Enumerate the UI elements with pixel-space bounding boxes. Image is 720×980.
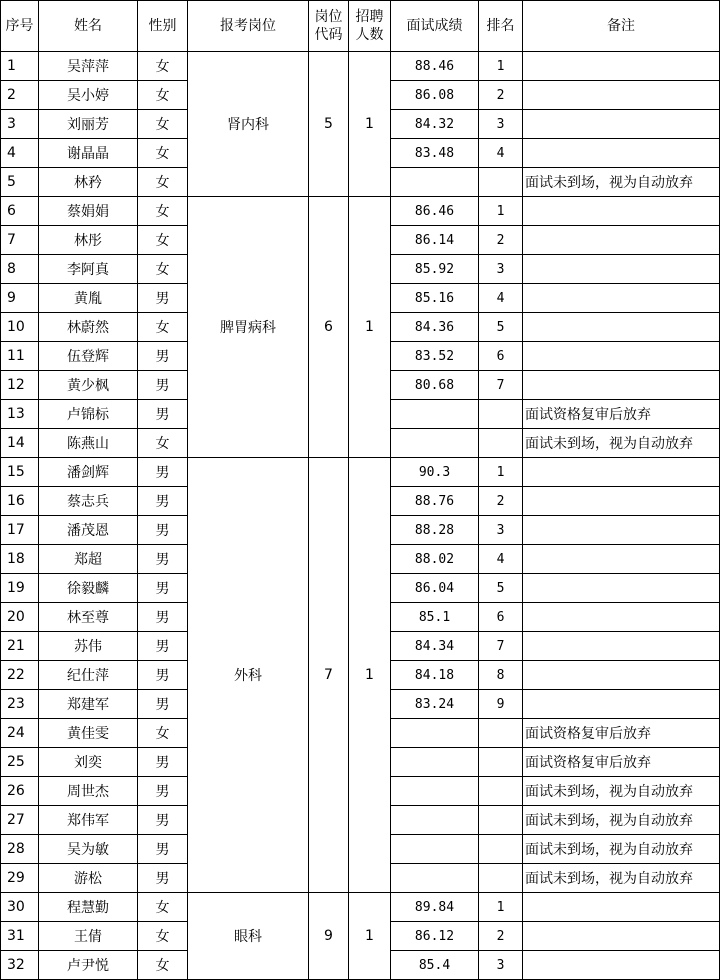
gender-cell: 男 [138, 516, 188, 545]
note-cell [523, 197, 720, 226]
name-cell: 郑建军 [39, 690, 138, 719]
rank-cell: 4 [479, 545, 523, 574]
seq-cell: 15 [1, 458, 39, 487]
score-cell: 88.02 [391, 545, 479, 574]
name-cell: 吴萍萍 [39, 52, 138, 81]
rank-cell [479, 168, 523, 197]
name-cell: 吴为敏 [39, 835, 138, 864]
score-cell: 85.4 [391, 951, 479, 980]
note-cell [523, 458, 720, 487]
gender-cell: 男 [138, 284, 188, 313]
name-cell: 卢尹悦 [39, 951, 138, 980]
position-cell: 眼科 [188, 893, 309, 980]
rank-cell [479, 777, 523, 806]
gender-cell: 女 [138, 52, 188, 81]
note-cell [523, 951, 720, 980]
quota-cell: 1 [349, 893, 391, 980]
seq-cell: 24 [1, 719, 39, 748]
rank-cell [479, 429, 523, 458]
seq-cell: 7 [1, 226, 39, 255]
rank-cell: 2 [479, 922, 523, 951]
score-cell: 86.12 [391, 922, 479, 951]
score-cell [391, 400, 479, 429]
gender-cell: 男 [138, 371, 188, 400]
position-cell: 外科 [188, 458, 309, 893]
note-cell: 面试未到场，视为自动放弃 [523, 168, 720, 197]
score-cell: 83.48 [391, 139, 479, 168]
seq-cell: 16 [1, 487, 39, 516]
score-cell [391, 748, 479, 777]
seq-cell: 26 [1, 777, 39, 806]
gender-cell: 男 [138, 342, 188, 371]
rank-cell: 4 [479, 139, 523, 168]
rank-cell: 2 [479, 226, 523, 255]
gender-cell: 女 [138, 81, 188, 110]
note-cell [523, 893, 720, 922]
score-cell [391, 777, 479, 806]
rank-cell: 6 [479, 603, 523, 632]
gender-cell: 男 [138, 574, 188, 603]
note-cell [523, 52, 720, 81]
table-row [1, 458, 720, 487]
note-cell [523, 603, 720, 632]
rank-cell: 1 [479, 197, 523, 226]
rank-cell: 5 [479, 574, 523, 603]
gender-cell: 女 [138, 110, 188, 139]
name-cell: 纪仕萍 [39, 661, 138, 690]
note-cell: 面试未到场，视为自动放弃 [523, 429, 720, 458]
header-seq: 序号 [1, 1, 39, 52]
rank-cell: 6 [479, 342, 523, 371]
gender-cell: 男 [138, 777, 188, 806]
name-cell: 林蔚然 [39, 313, 138, 342]
rank-cell: 1 [479, 458, 523, 487]
rank-cell [479, 864, 523, 893]
seq-cell: 25 [1, 748, 39, 777]
name-cell: 郑伟军 [39, 806, 138, 835]
name-cell: 李阿真 [39, 255, 138, 284]
header-position-code: 岗位代码 [309, 1, 349, 52]
score-cell: 83.24 [391, 690, 479, 719]
position-code-cell: 9 [309, 893, 349, 980]
note-cell [523, 574, 720, 603]
table-row [1, 52, 720, 81]
gender-cell: 男 [138, 487, 188, 516]
seq-cell: 23 [1, 690, 39, 719]
score-cell: 86.46 [391, 197, 479, 226]
note-cell [523, 110, 720, 139]
header-score: 面试成绩 [391, 1, 479, 52]
note-cell [523, 342, 720, 371]
gender-cell: 女 [138, 226, 188, 255]
name-cell: 王倩 [39, 922, 138, 951]
seq-cell: 12 [1, 371, 39, 400]
score-cell: 86.14 [391, 226, 479, 255]
score-cell: 83.52 [391, 342, 479, 371]
name-cell: 苏伟 [39, 632, 138, 661]
gender-cell: 女 [138, 951, 188, 980]
seq-cell: 21 [1, 632, 39, 661]
rank-cell: 3 [479, 110, 523, 139]
score-cell: 84.36 [391, 313, 479, 342]
gender-cell: 男 [138, 690, 188, 719]
name-cell: 黄佳雯 [39, 719, 138, 748]
score-cell: 86.08 [391, 81, 479, 110]
note-cell: 面试资格复审后放弃 [523, 719, 720, 748]
seq-cell: 4 [1, 139, 39, 168]
header-note: 备注 [523, 1, 720, 52]
header-row [1, 1, 720, 52]
name-cell: 黄少枫 [39, 371, 138, 400]
seq-cell: 27 [1, 806, 39, 835]
rank-cell: 3 [479, 255, 523, 284]
rank-cell: 7 [479, 632, 523, 661]
name-cell: 林彤 [39, 226, 138, 255]
note-cell [523, 632, 720, 661]
note-cell: 面试未到场，视为自动放弃 [523, 806, 720, 835]
gender-cell: 女 [138, 139, 188, 168]
score-cell: 84.32 [391, 110, 479, 139]
header-rank: 排名 [479, 1, 523, 52]
gender-cell: 男 [138, 806, 188, 835]
seq-cell: 11 [1, 342, 39, 371]
seq-cell: 18 [1, 545, 39, 574]
gender-cell: 女 [138, 719, 188, 748]
name-cell: 周世杰 [39, 777, 138, 806]
rank-cell: 2 [479, 487, 523, 516]
header-gender: 性别 [138, 1, 188, 52]
note-cell [523, 313, 720, 342]
position-code-cell: 6 [309, 197, 349, 458]
table-row [1, 893, 720, 922]
table-body [1, 52, 720, 980]
gender-cell: 女 [138, 922, 188, 951]
score-cell [391, 806, 479, 835]
score-cell: 89.84 [391, 893, 479, 922]
seq-cell: 14 [1, 429, 39, 458]
rank-cell: 8 [479, 661, 523, 690]
gender-cell: 男 [138, 400, 188, 429]
note-cell [523, 255, 720, 284]
score-cell [391, 168, 479, 197]
rank-cell [479, 748, 523, 777]
note-cell: 面试资格复审后放弃 [523, 400, 720, 429]
note-cell [523, 487, 720, 516]
name-cell: 伍登辉 [39, 342, 138, 371]
note-cell [523, 139, 720, 168]
note-cell [523, 284, 720, 313]
name-cell: 刘奕 [39, 748, 138, 777]
score-cell: 88.76 [391, 487, 479, 516]
note-cell: 面试未到场，视为自动放弃 [523, 835, 720, 864]
rank-cell: 3 [479, 951, 523, 980]
seq-cell: 2 [1, 81, 39, 110]
score-cell: 85.1 [391, 603, 479, 632]
score-cell: 84.18 [391, 661, 479, 690]
score-cell: 84.34 [391, 632, 479, 661]
name-cell: 郑超 [39, 545, 138, 574]
rank-cell: 5 [479, 313, 523, 342]
name-cell: 潘茂恩 [39, 516, 138, 545]
name-cell: 林矜 [39, 168, 138, 197]
name-cell: 徐毅麟 [39, 574, 138, 603]
score-cell: 86.04 [391, 574, 479, 603]
seq-cell: 8 [1, 255, 39, 284]
name-cell: 潘剑辉 [39, 458, 138, 487]
score-cell: 80.68 [391, 371, 479, 400]
name-cell: 林至尊 [39, 603, 138, 632]
note-cell [523, 690, 720, 719]
name-cell: 刘丽芳 [39, 110, 138, 139]
seq-cell: 28 [1, 835, 39, 864]
rank-cell: 7 [479, 371, 523, 400]
note-cell: 面试资格复审后放弃 [523, 748, 720, 777]
name-cell: 游松 [39, 864, 138, 893]
score-cell: 88.28 [391, 516, 479, 545]
seq-cell: 29 [1, 864, 39, 893]
rank-cell [479, 835, 523, 864]
rank-cell: 4 [479, 284, 523, 313]
seq-cell: 32 [1, 951, 39, 980]
seq-cell: 9 [1, 284, 39, 313]
position-code-cell: 7 [309, 458, 349, 893]
name-cell: 陈燕山 [39, 429, 138, 458]
rank-cell [479, 400, 523, 429]
seq-cell: 17 [1, 516, 39, 545]
quota-cell: 1 [349, 458, 391, 893]
note-cell [523, 922, 720, 951]
seq-cell: 5 [1, 168, 39, 197]
quota-cell: 1 [349, 52, 391, 197]
header-position: 报考岗位 [188, 1, 309, 52]
score-cell: 85.92 [391, 255, 479, 284]
table-row [1, 197, 720, 226]
seq-cell: 20 [1, 603, 39, 632]
gender-cell: 男 [138, 603, 188, 632]
note-cell [523, 661, 720, 690]
position-cell: 脾胃病科 [188, 197, 309, 458]
name-cell: 黄胤 [39, 284, 138, 313]
gender-cell: 女 [138, 197, 188, 226]
note-cell [523, 226, 720, 255]
gender-cell: 男 [138, 545, 188, 574]
gender-cell: 男 [138, 864, 188, 893]
note-cell [523, 371, 720, 400]
rank-cell [479, 806, 523, 835]
gender-cell: 男 [138, 835, 188, 864]
note-cell [523, 545, 720, 574]
gender-cell: 女 [138, 168, 188, 197]
gender-cell: 女 [138, 893, 188, 922]
seq-cell: 3 [1, 110, 39, 139]
gender-cell: 男 [138, 661, 188, 690]
score-cell [391, 835, 479, 864]
score-cell: 90.3 [391, 458, 479, 487]
score-cell [391, 429, 479, 458]
quota-cell: 1 [349, 197, 391, 458]
header-name: 姓名 [39, 1, 138, 52]
position-code-cell: 5 [309, 52, 349, 197]
note-cell: 面试未到场，视为自动放弃 [523, 864, 720, 893]
seq-cell: 22 [1, 661, 39, 690]
gender-cell: 女 [138, 255, 188, 284]
gender-cell: 男 [138, 748, 188, 777]
rank-cell: 1 [479, 893, 523, 922]
gender-cell: 男 [138, 632, 188, 661]
score-cell [391, 719, 479, 748]
rank-cell [479, 719, 523, 748]
header-quota: 招聘人数 [349, 1, 391, 52]
seq-cell: 10 [1, 313, 39, 342]
name-cell: 蔡志兵 [39, 487, 138, 516]
seq-cell: 13 [1, 400, 39, 429]
gender-cell: 男 [138, 458, 188, 487]
score-cell: 85.16 [391, 284, 479, 313]
name-cell: 谢晶晶 [39, 139, 138, 168]
seq-cell: 1 [1, 52, 39, 81]
gender-cell: 女 [138, 313, 188, 342]
name-cell: 蔡娟娟 [39, 197, 138, 226]
name-cell: 程慧勤 [39, 893, 138, 922]
seq-cell: 30 [1, 893, 39, 922]
note-cell [523, 81, 720, 110]
note-cell: 面试未到场，视为自动放弃 [523, 777, 720, 806]
name-cell: 吴小婷 [39, 81, 138, 110]
position-cell: 肾内科 [188, 52, 309, 197]
note-cell [523, 516, 720, 545]
score-cell [391, 864, 479, 893]
seq-cell: 6 [1, 197, 39, 226]
rank-cell: 2 [479, 81, 523, 110]
seq-cell: 31 [1, 922, 39, 951]
gender-cell: 女 [138, 429, 188, 458]
seq-cell: 19 [1, 574, 39, 603]
name-cell: 卢锦标 [39, 400, 138, 429]
rank-cell: 1 [479, 52, 523, 81]
score-cell: 88.46 [391, 52, 479, 81]
rank-cell: 9 [479, 690, 523, 719]
rank-cell: 3 [479, 516, 523, 545]
